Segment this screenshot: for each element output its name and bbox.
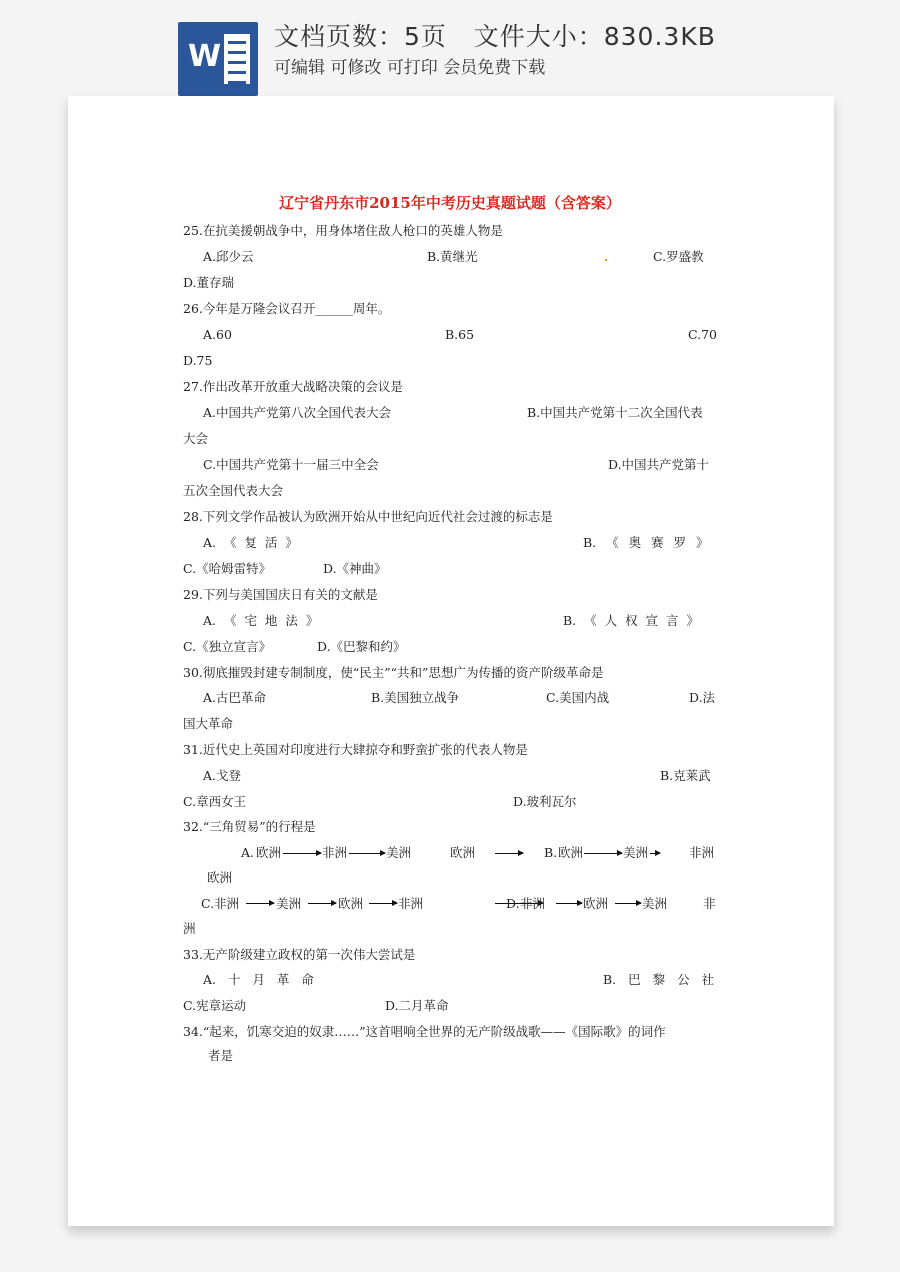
question-32-d-step4-cont: 洲 <box>183 921 196 936</box>
question-32-option-b-label: B. <box>544 845 558 860</box>
question-28-option-d: D.《神曲》 <box>323 561 387 576</box>
arrow-icon <box>283 853 321 854</box>
document-features: 可编辑 可修改 可打印 会员免费下载 <box>274 58 546 78</box>
document-title: 辽宁省丹东市2015年中考历史真题试题（含答案） <box>279 194 621 212</box>
question-27-option-d: D.中国共产党第十 <box>608 457 710 472</box>
question-29-option-b: B. 《 人 权 宣 言 》 <box>563 613 699 628</box>
question-32-d-step3: 美洲 <box>642 896 668 911</box>
question-34-stem-cont: 者是 <box>208 1048 234 1063</box>
question-31-option-b: B.克莱武 <box>660 768 711 783</box>
arrow-icon <box>369 903 397 904</box>
download-banner <box>0 0 900 100</box>
question-33-option-a: A. 十 月 革 命 <box>203 972 314 987</box>
question-26-option-a: A.60 <box>203 327 232 342</box>
question-33-stem: 33.无产阶级建立政权的第一次伟大尝试是 <box>183 947 416 962</box>
question-32-b-step3: 非洲 <box>689 845 715 860</box>
question-27-option-a: A.中国共产党第八次全国代表大会 <box>203 405 392 420</box>
question-32-b-step2: 美洲 <box>623 845 649 860</box>
question-32-c-step4: 非洲 <box>398 896 424 911</box>
question-25-stem: 25.在抗美援朝战争中，用身体堵住敌人枪口的英雄人物是 <box>183 223 503 238</box>
question-25-option-d: D.董存瑞 <box>183 275 235 290</box>
question-29-option-d: D.《巴黎和约》 <box>317 639 406 654</box>
question-32-a-step3: 美洲 <box>386 845 412 860</box>
question-32-d-step2: 欧洲 <box>583 896 609 911</box>
question-27-option-d-cont: 五次全国代表大会 <box>183 483 284 498</box>
question-32-d-step1: 非洲 <box>520 896 546 911</box>
arrow-icon <box>246 903 274 904</box>
question-27-option-b-cont: 大会 <box>183 431 209 446</box>
question-30-option-a: A.古巴革命 <box>203 690 267 705</box>
arrow-icon <box>308 903 336 904</box>
question-32-option-a-label: A. <box>241 845 255 860</box>
question-26-option-b: B.65 <box>445 327 475 342</box>
question-30-stem: 30.彻底摧毁封建专制制度，使“民主”“共和”思想广为传播的资产阶级革命是 <box>183 665 604 680</box>
stray-mark <box>605 259 607 261</box>
arrow-icon <box>495 853 523 854</box>
question-32-option-c-label: C. <box>201 896 215 911</box>
arrow-icon <box>615 903 641 904</box>
question-28-option-b: B. 《 奥 赛 罗 》 <box>583 535 709 550</box>
question-32-a-step2: 非洲 <box>322 845 348 860</box>
question-32-c-step3: 欧洲 <box>338 896 364 911</box>
question-27-option-c: C.中国共产党第十一届三中全会 <box>203 457 379 472</box>
question-33-option-c: C.宪章运动 <box>183 998 247 1013</box>
question-28-stem: 28.下列文学作品被认为欧洲开始从中世纪向近代社会过渡的标志是 <box>183 509 553 524</box>
question-26-option-d: D.75 <box>183 353 213 368</box>
question-30-option-c: C.美国内战 <box>546 690 610 705</box>
question-32-c-step2: 美洲 <box>276 896 302 911</box>
arrow-icon <box>584 853 622 854</box>
question-32-a-step4: 欧洲 <box>450 845 476 860</box>
question-29-option-a: A. 《 宅 地 法 》 <box>203 613 319 628</box>
question-30-option-b: B.美国独立战争 <box>371 690 460 705</box>
question-25-option-c: C.罗盛教 <box>653 249 704 264</box>
question-28-option-a: A. 《 复 活 》 <box>203 535 298 550</box>
question-33-option-d: D.二月革命 <box>385 998 449 1013</box>
question-31-option-c: C.章西女王 <box>183 794 247 809</box>
question-29-stem: 29.下列与美国国庆日有关的文献是 <box>183 587 378 602</box>
question-30-option-d-cont: 国大革命 <box>183 716 234 731</box>
question-26-option-c: C.70 <box>688 327 717 342</box>
question-31-stem: 31.近代史上英国对印度进行大肆掠夺和野蛮扩张的代表人物是 <box>183 742 528 757</box>
question-32-option-d-label: D. <box>506 896 520 911</box>
arrow-icon <box>349 853 385 854</box>
question-32-b-step4: 欧洲 <box>207 870 233 885</box>
question-30-option-d: D.法 <box>689 690 716 705</box>
word-document-icon <box>178 22 258 96</box>
document-info-title: 文档页数：5页 文件大小：830.3KB <box>274 22 716 51</box>
question-31-option-d: D.玻利瓦尔 <box>513 794 577 809</box>
question-31-option-a: A.戈登 <box>203 768 242 783</box>
question-33-option-b: B. 巴 黎 公 社 <box>603 972 715 987</box>
question-25-option-a: A.邱少云 <box>203 249 254 264</box>
question-32-c-step1: 非洲 <box>214 896 240 911</box>
question-27-stem: 27.作出改革开放重大战略决策的会议是 <box>183 379 403 394</box>
question-32-a-step1: 欧洲 <box>256 845 282 860</box>
question-25-option-b: B.黄继光 <box>427 249 478 264</box>
question-32-b-step1: 欧洲 <box>558 845 584 860</box>
question-26-stem: 26.今年是万隆会议召开______周年。 <box>183 301 391 316</box>
question-32-d-step4: 非 <box>703 896 716 911</box>
word-icon-sheet <box>224 34 250 84</box>
question-28-option-c: C.《哈姆雷特》 <box>183 561 272 576</box>
question-32-stem: 32.“三角贸易”的行程是 <box>183 819 316 834</box>
arrow-icon <box>650 853 660 854</box>
question-34-stem: 34.“起来，饥寒交迫的奴隶……”这首唱响全世界的无产阶级战歌——《国际歌》的词作 <box>183 1024 666 1039</box>
word-icon-letter: W <box>188 39 222 74</box>
question-29-option-c: C.《独立宣言》 <box>183 639 272 654</box>
arrow-icon <box>556 903 582 904</box>
question-27-option-b: B.中国共产党第十二次全国代表 <box>527 405 703 420</box>
